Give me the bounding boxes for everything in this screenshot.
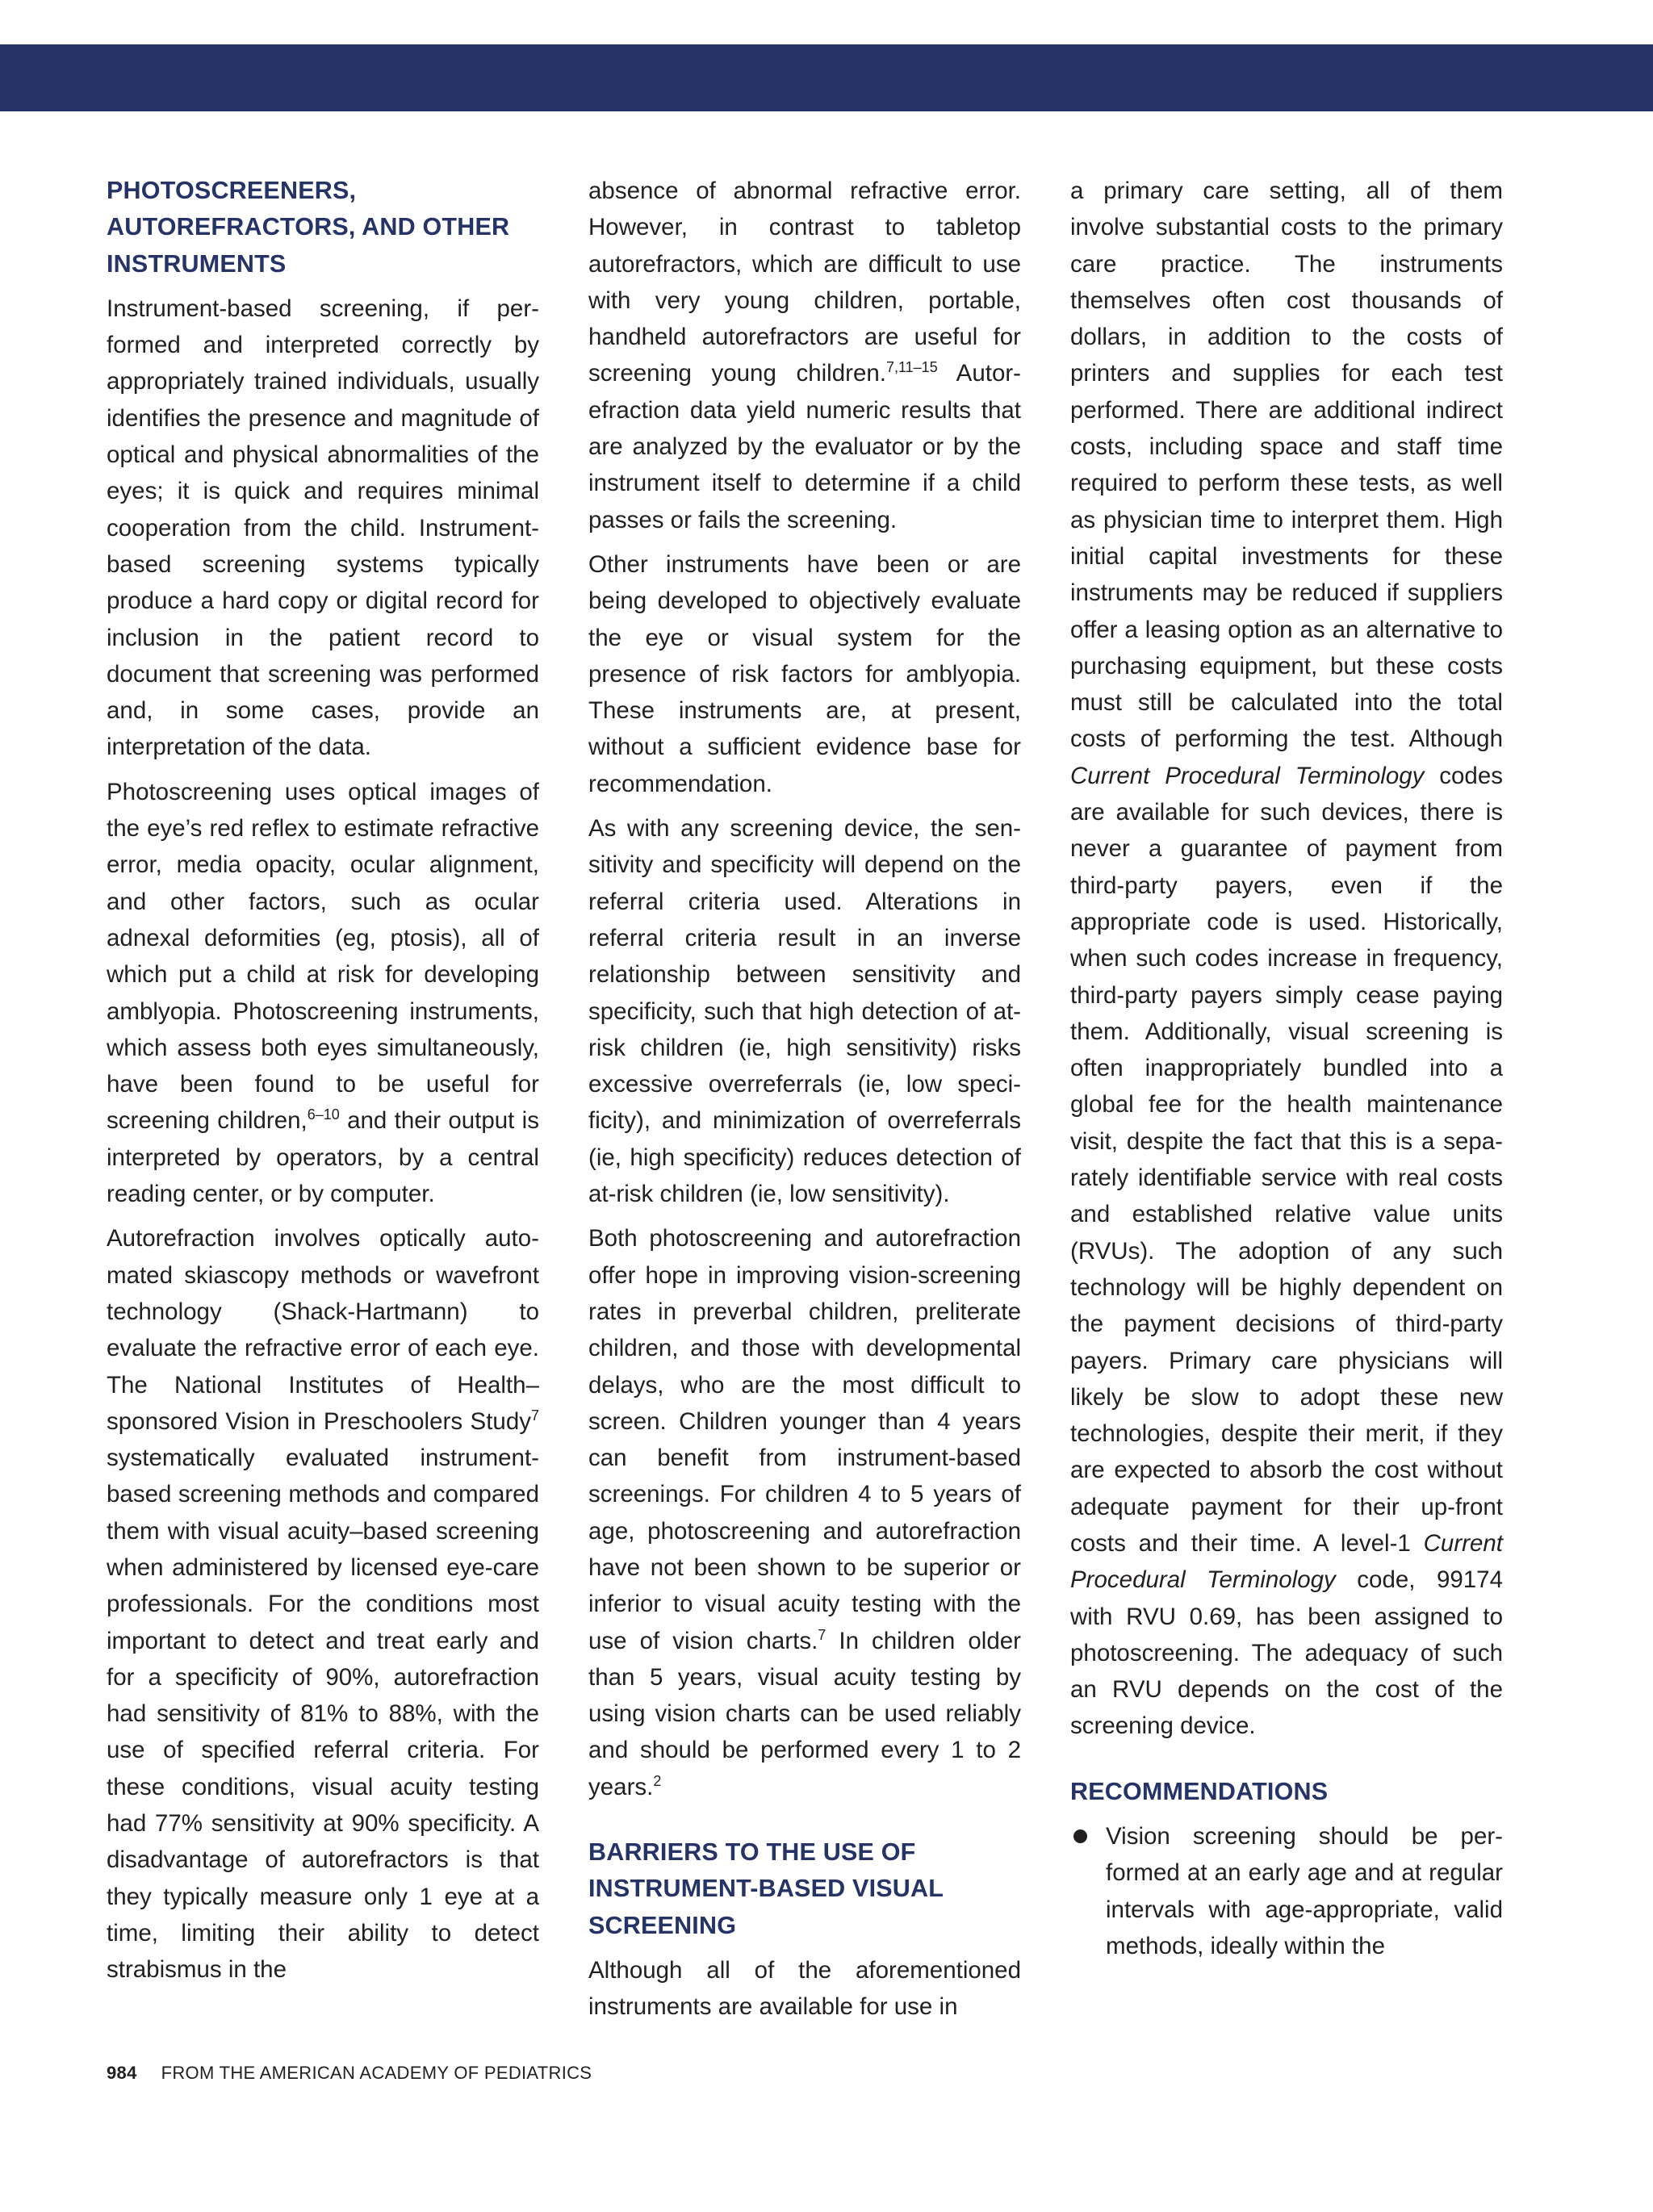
recommendations-list (1070, 1818, 1503, 1964)
paragraph-text: and their output is interpreted by operators, by a central reading center, or by computer. (107, 1107, 539, 1208)
italic-term: Current Procedural Terminology (1070, 1529, 1503, 1594)
paragraph-barriers (588, 1952, 1021, 2026)
list-item (1070, 1818, 1503, 1964)
paragraph-text: Instrument-based screening, if performed and interpreted correctly by appropriately trained individuals, usually identifies the presence and magnitude of optical and physical abnormalities of the eyes; it is quick and requires minimal cooperation from the child. Instrument-based screening systems typically produce a hard copy or digital record for inclusion in the patient record to document that screening was performed and, in some cases, provide an interpretation of the data. (107, 295, 539, 761)
paragraph-photoscreening (107, 774, 539, 1213)
list-item-text: Vision screening should be performed at an early age and at regular intervals with age-appropriate, valid methods, ideally within the (1106, 1823, 1503, 1959)
paragraph-text: Photoscreening uses optical images of the eye’s red reflex to estimate refractive error, media opacity, ocular alignment, and other factors, such as ocular adnexal deformities (eg, ptosis), all of which put a child at risk for developing amblyopia. Photoscreening instruments, which assess both eyes simultaneously, have been found to be useful for screening children, (107, 778, 539, 1135)
column-1 (107, 173, 539, 1997)
page-footer (107, 2063, 592, 2084)
citation-ref: 2 (653, 1772, 662, 1789)
header-bar (0, 44, 1653, 111)
italic-term: Current Procedural Terminology (1070, 762, 1425, 789)
page-number: 984 (107, 2063, 137, 2083)
paragraph-text: Both photoscreening and autorefraction offer hope in improving vision-screening rates in preverbal children, preliterate children, and those with developmental delays, who are the most difficult to screen. Children younger than 4 years can benefit from instrument-based screenings. For children 4 to 5 years of age, photoscreening and autorefraction have not been shown to be superior or inferior to visual acuity testing with the use of vision charts. (588, 1225, 1021, 1654)
bullet-icon (1073, 1829, 1087, 1843)
paragraph-text: code, 99174 with RVU 0.69, has been assigned to photoscreening. The adequacy of such an RVU depends on the cost of the screening device. (1070, 1566, 1503, 1740)
paragraph-other-instruments (588, 546, 1021, 802)
citation-ref: 6–10 (307, 1106, 340, 1123)
paragraph-text: systematically evaluated instrument-based screening methods and compared them with visual acuity–based screening when administered by licensed eye-care professionals. For the conditions most important to detect and treat early and for a specificity of 90%, autorefraction had sensitivity of 81% to 88%, with the use of specified referral criteria. For these conditions, visual acuity testing had 77% sensitivity at 90% specificity. A disadvantage of autorefractors is that they typically measure only 1 eye at a time, limiting their ability to detect strabismus in the (107, 1445, 539, 1984)
section-heading-recommendations: RECOMMENDATIONS (1070, 1777, 1329, 1805)
journal-name: FROM THE AMERICAN ACADEMY OF PEDIATRICS (161, 2063, 592, 2083)
paragraph-sensitivity-specificity (588, 810, 1021, 1212)
paragraph-text: As with any screening device, the sensitivity and specificity will depend on the referral criteria used. Alterations in referral criteria result in an inverse relationship between sensitivity and specificity, such that high detection of at-risk children (ie, high sensitivity) risks excessive overreferrals (ie, low specificity), and minimization of overreferrals (ie, high specificity) reduces detection of at-risk children (ie, low sensitivity). (588, 815, 1021, 1208)
column-3 (1070, 173, 1503, 1964)
section-heading-barriers: BARRIERS TO THE USE OF INSTRUMENT-BASED VISUAL SCREENING (588, 1838, 944, 1939)
column-2 (588, 173, 1021, 2034)
paragraph-photoscreening-autorefraction (588, 1220, 1021, 1805)
paragraph-handheld-autorefractors (588, 173, 1021, 538)
paragraph-costs (1070, 173, 1503, 1745)
citation-ref: 7 (818, 1626, 826, 1643)
paragraph-text: Autorefraction data yield numeric results that are analyzed by the evaluator or by the instrument itself to determine if a child passes or fails the screening. (588, 360, 1021, 533)
paragraph-text: In children older than 5 years, visual acuity testing by using vision charts can be used reliably and should be performed every 1 to 2 years. (588, 1627, 1021, 1800)
citation-ref: 7 (530, 1407, 539, 1424)
paragraph-text: absence of abnormal refractive error. However, in contrast to tabletop autorefractors, which are difficult to use with very young children, portable, handheld autorefractors are useful for screening young children. (588, 178, 1021, 387)
paragraph-text: Other instruments have been or are being developed to objectively evaluate the eye or visual system for the presence of risk factors for amblyopia. These instruments are, at present, without a sufficient evidence base for recommendation. (588, 550, 1021, 797)
section-heading-instruments: PHOTOSCREENERS, AUTOREFRACTORS, AND OTHER INSTRUMENTS (107, 177, 510, 278)
paragraph-text: Autorefraction involves optically automated skiascopy methods or wavefront technology (Shack-Hartmann) to evaluate the refractive error of each eye. The National Institutes of Health–sponsored Vision in Preschoolers Study (107, 1225, 539, 1435)
paragraph-instrument-based-screening (107, 291, 539, 766)
paragraph-autorefraction (107, 1220, 539, 1988)
paragraph-text: a primary care setting, all of them involve substantial costs to the primary care practice. The instruments themselves often cost thousands of dollars, in addition to the costs of printers and supplies for each test performed. There are additional indirect costs, including space and staff time required to perform these tests, as well as physician time to interpret them. High initial capital investments for these instruments may be reduced if suppliers offer a leasing option as an alternative to purchasing equipment, but these costs must still be calculated into the total costs of performing the test. Although (1070, 178, 1503, 753)
citation-ref: 7,11–15 (885, 359, 938, 376)
paragraph-text: Although all of the aforementioned instruments are available for use in (588, 1956, 1021, 2021)
paragraph-text: codes are available for such devices, there is never a guarantee of payment from third-party payers, even if the appropriate code is used. Historically, when such codes increase in frequency, third-party payers simply cease paying them. Additionally, visual screening is often inappropriately bundled into a global fee for the health maintenance visit, despite the fact that this is a separately identifiable service with real costs and established relative value units (RVUs). The adoption of any such technology will be highly dependent on the payment decisions of third-party payers. Primary care physicians will likely be slow to adopt these new technologies, despite their merit, if they are expected to absorb the cost without adequate payment for their up-front costs and their time. A level-1 (1070, 762, 1503, 1557)
